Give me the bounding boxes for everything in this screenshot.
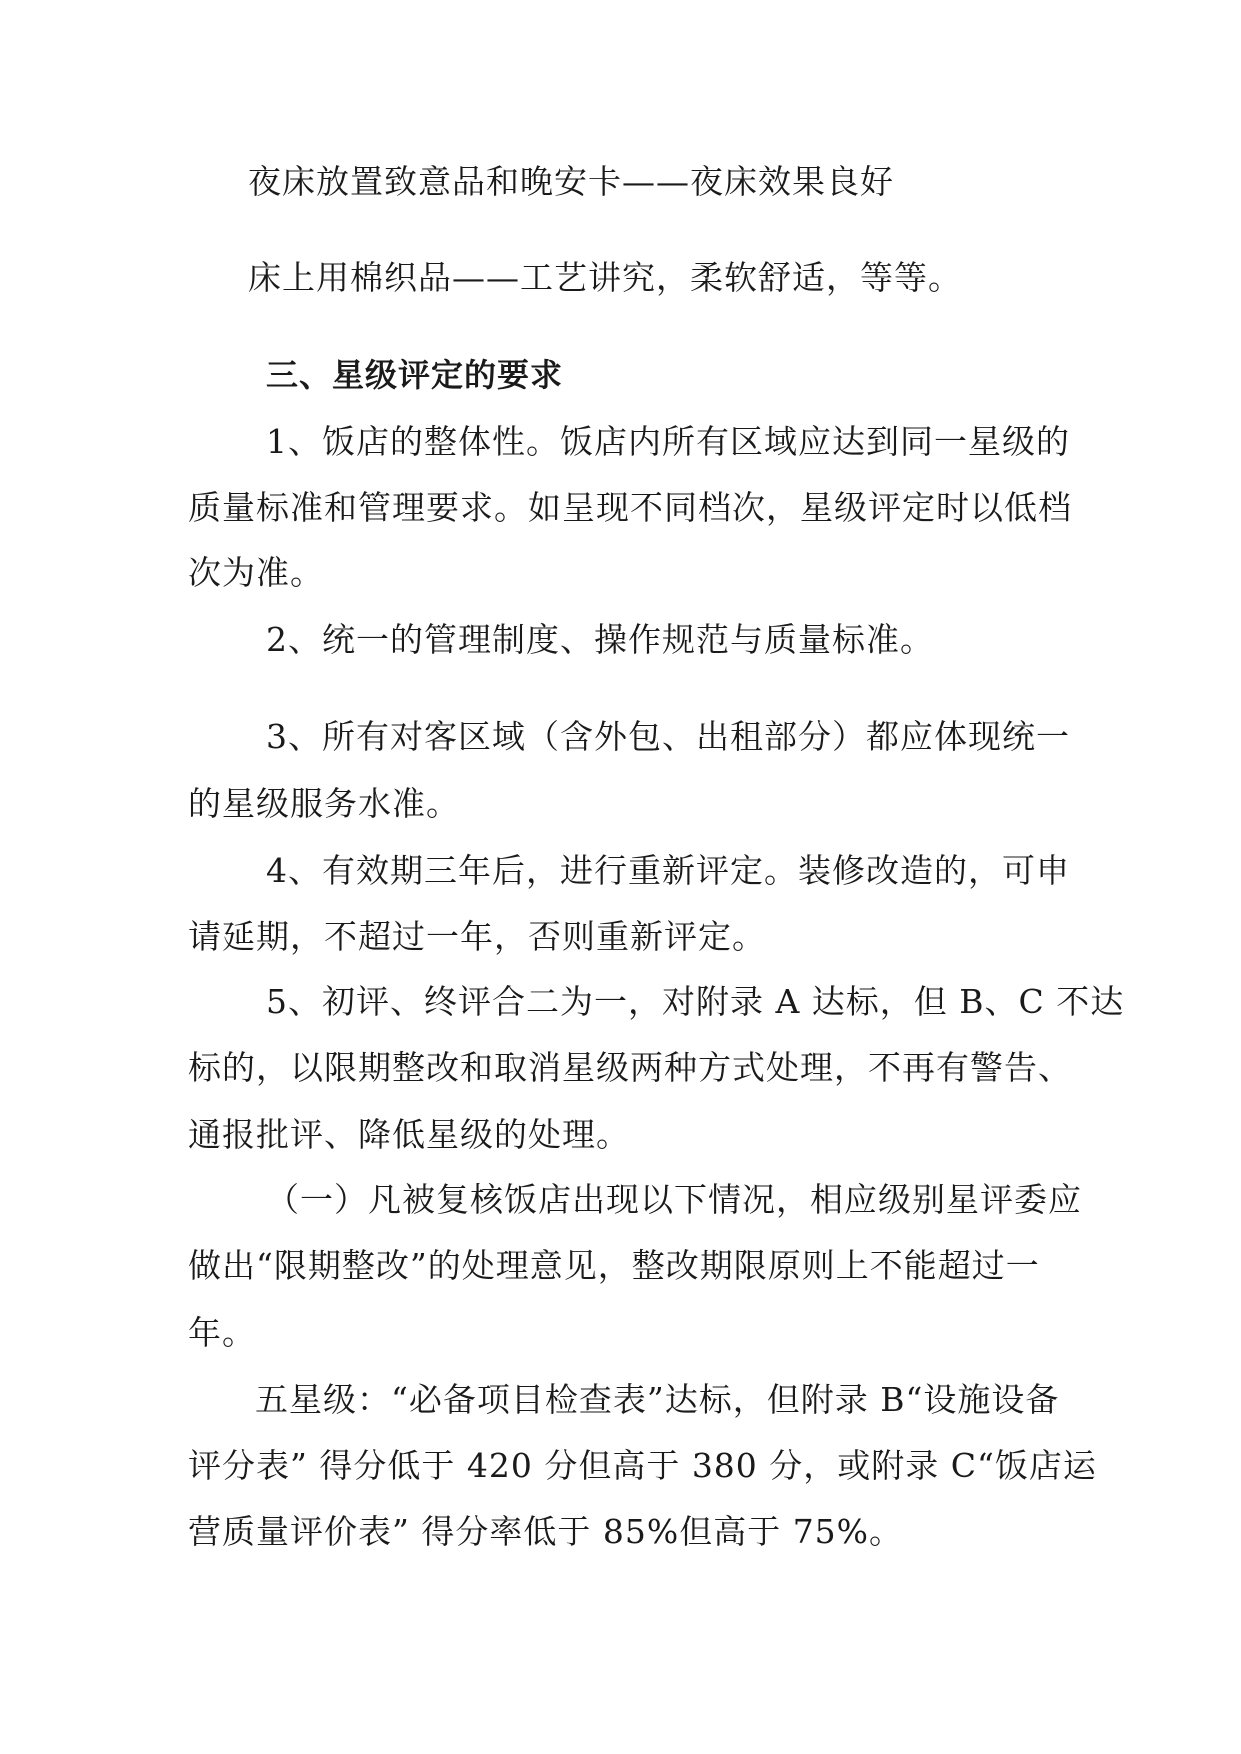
text-line: （一）凡被复核饭店出现以下情况，相应级别星评委应 (266, 1180, 1082, 1219)
text-line: 床上用棉织品——工艺讲究，柔软舒适，等等。 (248, 258, 962, 297)
text-line: 2、统一的管理制度、操作规范与质量标准。 (266, 620, 934, 659)
text-line: 五星级：“必备项目检查表”达标，但附录 B“设施设备 (255, 1380, 1060, 1419)
text-line: 5、初评、终评合二为一，对附录 A 达标，但 B、C 不达 (266, 982, 1125, 1021)
text-line: 营质量评价表” 得分率低于 85%但高于 75%。 (188, 1512, 904, 1551)
text-line: 年。 (188, 1313, 256, 1352)
text-line: 4、有效期三年后，进行重新评定。装修改造的，可申 (266, 851, 1070, 890)
text-line: 通报批评、降低星级的处理。 (188, 1115, 630, 1154)
text-line: 3、所有对客区域（含外包、出租部分）都应体现统一 (266, 717, 1070, 756)
text-line: 请延期，不超过一年，否则重新评定。 (188, 917, 766, 956)
text-line: 夜床放置致意品和晚安卡——夜床效果良好 (248, 162, 894, 201)
section-heading: 三、星级评定的要求 (266, 356, 564, 394)
text-line: 评分表” 得分低于 420 分但高于 380 分，或附录 C“饭店运 (188, 1446, 1097, 1485)
text-line: 标的，以限期整改和取消星级两种方式处理，不再有警告、 (188, 1048, 1072, 1087)
text-line: 质量标准和管理要求。如呈现不同档次，星级评定时以低档 (188, 488, 1072, 527)
text-line: 做出“限期整改”的处理意见，整改期限原则上不能超过一 (188, 1246, 1040, 1285)
text-line: 1、饭店的整体性。饭店内所有区域应达到同一星级的 (266, 422, 1070, 461)
text-line: 的星级服务水准。 (188, 784, 460, 823)
text-line: 次为准。 (188, 553, 324, 592)
